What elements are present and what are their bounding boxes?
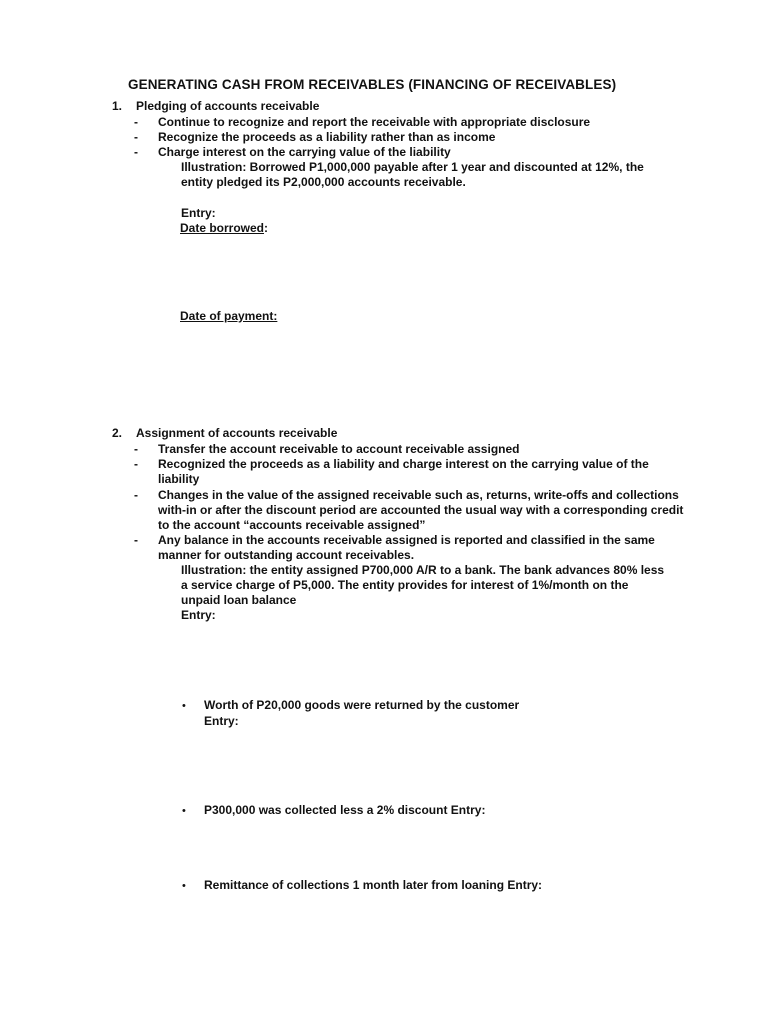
date-borrowed-text: Date borrowed bbox=[180, 221, 265, 235]
list-dash: - bbox=[134, 115, 138, 129]
list-item-continued: liability bbox=[158, 472, 200, 486]
list-item-continued: with-in or after the discount period are accounted the usual way with a corresponding credit bbox=[158, 503, 684, 517]
list-dash: - bbox=[134, 145, 138, 159]
entry-label: Entry: bbox=[204, 714, 239, 728]
illustration-text: entity pledged its P2,000,000 accounts receivable. bbox=[181, 175, 466, 189]
bullet-item: Remittance of collections 1 month later from loaning Entry: bbox=[204, 878, 543, 892]
illustration-text: Illustration: the entity assigned P700,000 A/R to a bank. The bank advances 80% less bbox=[181, 563, 665, 577]
list-item: Charge interest on the carrying value of the liability bbox=[158, 145, 451, 159]
list-dash: - bbox=[134, 533, 138, 547]
list-item: Recognized the proceeds as a liability and charge interest on the carrying value of the bbox=[158, 457, 649, 471]
bullet-icon: • bbox=[182, 700, 186, 712]
section-2-number: 2. bbox=[112, 426, 123, 440]
entry-label: Entry: bbox=[181, 608, 216, 622]
illustration-text: Illustration: Borrowed P1,000,000 payable after 1 year and discounted at 12%, the bbox=[181, 160, 644, 174]
date-borrowed-label bbox=[180, 221, 268, 236]
bullet-item: P300,000 was collected less a 2% discount Entry: bbox=[204, 803, 486, 817]
list-item: Recognize the proceeds as a liability rather than as income bbox=[158, 130, 496, 144]
bullet-icon: • bbox=[182, 880, 186, 892]
illustration-text: unpaid loan balance bbox=[181, 593, 297, 607]
list-item: Continue to recognize and report the receivable with appropriate disclosure bbox=[158, 115, 591, 129]
section-2-heading: Assignment of accounts receivable bbox=[136, 426, 338, 440]
section-1-number: 1. bbox=[112, 99, 123, 113]
list-item-continued: to the account “accounts receivable assigned” bbox=[158, 518, 426, 532]
entry-label: Entry: bbox=[181, 206, 216, 220]
bullet-item: Worth of P20,000 goods were returned by the customer bbox=[204, 698, 520, 712]
bullet-icon: • bbox=[182, 805, 186, 817]
list-item-continued: manner for outstanding account receivables. bbox=[158, 548, 415, 562]
section-1-heading: Pledging of accounts receivable bbox=[136, 99, 320, 113]
date-borrowed-colon: : bbox=[264, 221, 269, 235]
list-dash: - bbox=[134, 457, 138, 471]
list-item: Transfer the account receivable to account receivable assigned bbox=[158, 442, 520, 456]
date-of-payment-label: Date of payment: bbox=[180, 309, 278, 323]
list-item: Any balance in the accounts receivable assigned is reported and classified in the same bbox=[158, 533, 655, 547]
list-dash: - bbox=[134, 130, 138, 144]
list-item: Changes in the value of the assigned receivable such as, returns, write-offs and collections bbox=[158, 488, 679, 502]
page-title: GENERATING CASH FROM RECEIVABLES (FINANCING OF RECEIVABLES) bbox=[128, 77, 617, 92]
illustration-text: a service charge of P5,000. The entity provides for interest of 1%/month on the bbox=[181, 578, 629, 592]
list-dash: - bbox=[134, 488, 138, 502]
list-dash: - bbox=[134, 442, 138, 456]
